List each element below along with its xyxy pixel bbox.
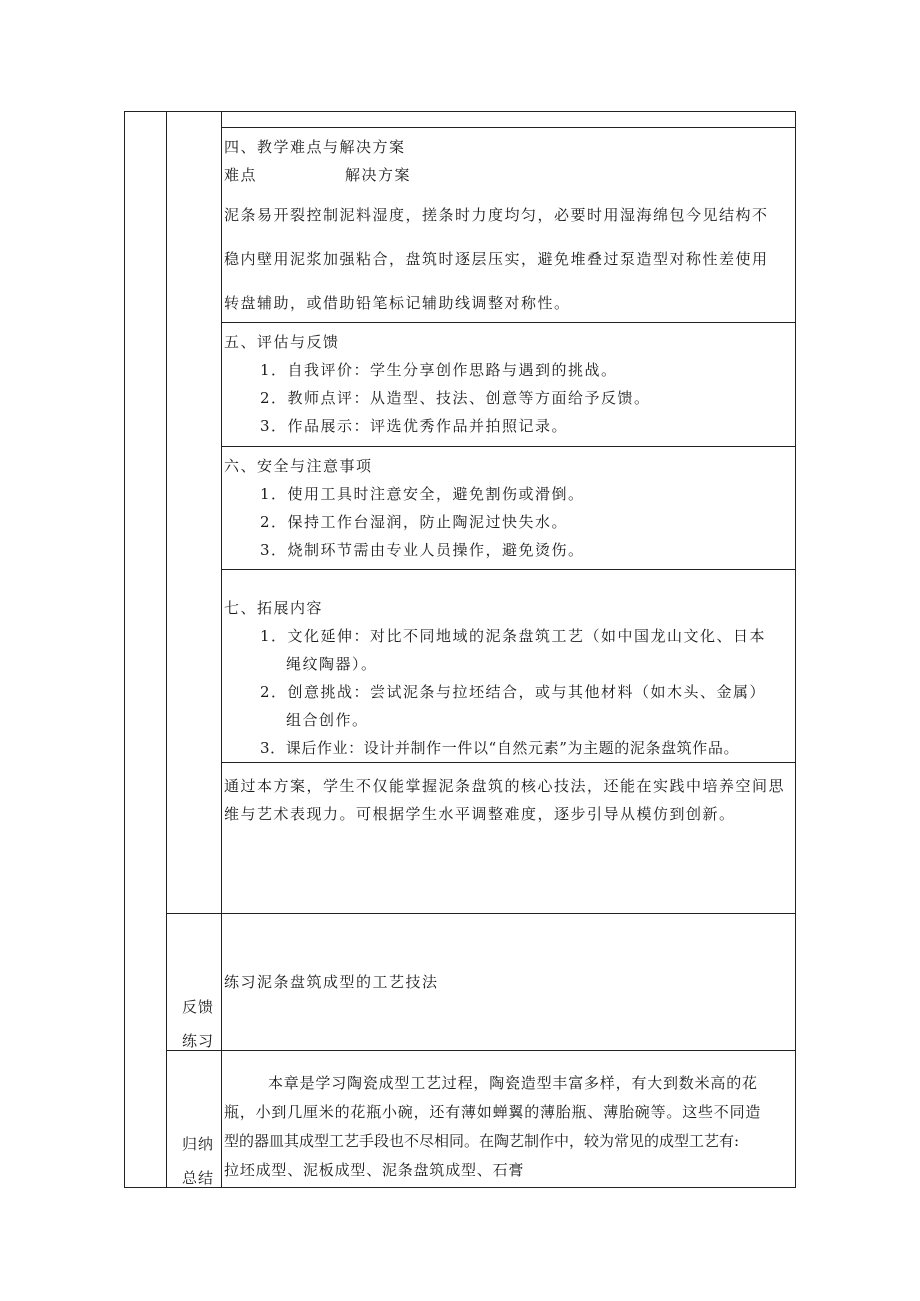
summary-label-line1: 归纳	[182, 1135, 215, 1153]
safety-section	[224, 452, 585, 564]
summary-body	[224, 1069, 761, 1185]
col-difficulty: 难点	[224, 166, 258, 184]
summary-label-line2: 总结	[182, 1169, 215, 1187]
row-divider-2	[221, 322, 796, 323]
table-border-col2	[221, 111, 222, 1188]
extension-item-continuation: 绳纹陶器）。	[286, 655, 378, 673]
summary-line: 本章是学习陶瓷成型工艺过程，陶瓷造型丰富多样，有大到数米高的花	[268, 1074, 758, 1092]
difficulties-columns	[224, 161, 411, 189]
safety-item: 1．使用工具时注意安全，避免割伤或滑倒。	[260, 485, 585, 503]
feedback-content: 练习泥条盘筑成型的工艺技法	[224, 973, 439, 991]
extension-heading: 七、拓展内容	[224, 599, 324, 617]
difficulties-line: 泥条易开裂控制泥料湿度，搓条时力度均匀，必要时用湿海绵包今见结构不	[224, 206, 769, 224]
table-border-right	[795, 111, 796, 1188]
safety-item: 2．保持工作台湿润，防止陶泥过快失水。	[260, 513, 569, 531]
table-border-col1	[166, 111, 167, 1188]
safety-heading: 六、安全与注意事项	[224, 457, 373, 475]
conclusion-line: 通过本方案，学生不仅能掌握泥条盘筑的核心技法，还能在实践中培养空间思	[224, 777, 786, 795]
evaluation-item: 3．作品展示：评选优秀作品并拍照记录。	[260, 417, 569, 435]
summary-line: 拉坯成型、泥板成型、泥条盘筑成型、石膏	[224, 1161, 525, 1179]
extension-section	[224, 594, 766, 762]
col-solution: 解决方案	[345, 166, 412, 184]
feedback-label	[182, 990, 214, 1058]
extension-item: 1．文化延伸：对比不同地域的泥条盘筑工艺（如中国龙山文化、日本	[260, 627, 767, 645]
row-divider-3	[221, 446, 796, 447]
row-divider-7	[166, 1050, 796, 1051]
difficulties-body	[224, 199, 769, 319]
row-divider-6	[166, 913, 796, 914]
table-border-bottom	[124, 1187, 796, 1188]
extension-item-continuation: 组合创作。	[286, 711, 369, 729]
extension-item: 3．课后作业：设计并制作一件以“自然元素”为主题的泥条盘筑作品。	[260, 739, 740, 757]
table-border-left	[124, 111, 125, 1188]
summary-line: 型的器皿其成型工艺手段也不尽相同。在陶艺制作中，较为常见的成型工艺有:	[224, 1132, 740, 1150]
evaluation-heading: 五、评估与反馈	[224, 333, 340, 351]
conclusion-section	[224, 772, 785, 828]
difficulties-section	[224, 133, 411, 189]
row-divider-1	[221, 127, 796, 128]
evaluation-item: 1．自我评价：学生分享创作思路与遇到的挑战。	[260, 361, 618, 379]
difficulties-heading: 四、教学难点与解决方案	[224, 138, 406, 156]
safety-item: 3．烧制环节需由专业人员操作，避免烫伤。	[260, 541, 585, 559]
difficulties-line: 稳内壁用泥浆加强粘合，盘筑时逐层压实，避免堆叠过泵造型对称性差使用	[224, 250, 769, 268]
feedback-label-line2: 练习	[182, 1032, 215, 1050]
feedback-label-line1: 反馈	[182, 998, 215, 1016]
conclusion-line: 维与艺术表现力。可根据学生水平调整难度，逐步引导从模仿到创新。	[224, 805, 736, 823]
summary-label	[182, 1127, 214, 1195]
row-divider-5	[221, 762, 796, 763]
summary-line: 瓶，小到几厘米的花瓶小碗，还有薄如蝉翼的薄胎瓶、薄胎碗等。这些不同造	[224, 1103, 762, 1121]
row-divider-4	[221, 569, 796, 570]
evaluation-item: 2．教师点评：从造型、技法、创意等方面给予反馈。	[260, 389, 651, 407]
evaluation-section	[224, 328, 651, 440]
extension-item: 2．创意挑战：尝试泥条与拉坯结合，或与其他材料（如木头、金属）	[260, 683, 767, 701]
difficulties-line: 转盘辅助，或借助铅笔标记辅助线调整对称性。	[224, 294, 571, 312]
table-border-top	[124, 111, 796, 112]
